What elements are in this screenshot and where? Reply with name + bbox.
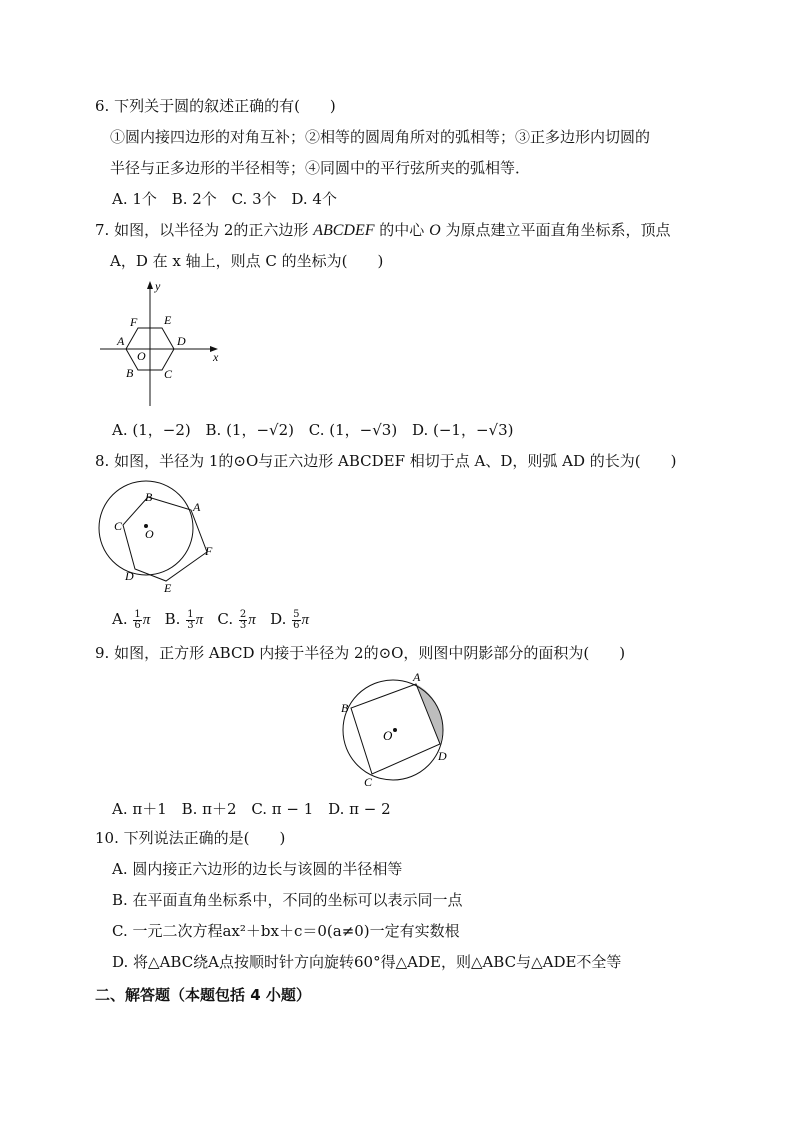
q7-option-d: D. (−1，−√3) xyxy=(411,421,514,439)
q9-center-dot xyxy=(393,728,397,732)
q10-option-d: D. 将△ABC绕A点按顺时针方向旋转60°得△ADE，则△ABC与△ADE不全等 xyxy=(112,953,622,971)
q8-option-a: A. $\frac{1}{6}$ π xyxy=(112,608,151,631)
q6-stem: 6. 下列关于圆的叙述正确的有( ) xyxy=(95,97,336,115)
q9-label-b: B xyxy=(341,701,349,715)
q7-stem-center: 的中心 xyxy=(379,221,425,239)
q9-stem: 9. 如图，正方形 ABCD 内接于半径为 2的⊙O，则图中阴影部分的面积为( ) xyxy=(95,644,626,662)
q9-label-d: D xyxy=(438,749,447,763)
q8-label-c: C xyxy=(114,519,123,533)
section-heading-answers: 二、解答题（本题包括 4 小题） xyxy=(95,986,311,1004)
q7-option-a: A. (1，−2) xyxy=(112,421,191,439)
q8-options xyxy=(112,609,309,631)
q8-option-b-fraction: $\frac{1}{3}$ xyxy=(187,608,194,631)
q9-label-c: C xyxy=(364,775,373,789)
q7-stem-text: 7. 如图，以半径为 2的正六边形 xyxy=(95,221,309,239)
q9-figure xyxy=(336,668,461,793)
q7-option-b: B. (1，−√2) xyxy=(205,421,294,439)
q6-body-line1: ①圆内接四边形的对角互补；②相等的圆周角所对的弧相等；③正多边形内切圆的 xyxy=(110,128,651,146)
q8-label-o: O xyxy=(145,527,154,541)
q6-option-d: D. 4个 xyxy=(291,190,337,208)
q8-label-f: F xyxy=(205,544,213,558)
q9-label-a: A xyxy=(413,670,421,684)
q8-option-b: B. $\frac{1}{3}$ π xyxy=(164,608,204,631)
q9-option-b: B. π＋2 xyxy=(181,800,237,818)
q6-option-b: B. 2个 xyxy=(171,190,217,208)
q7-stem-o: O xyxy=(429,222,441,239)
q8-label-d: D xyxy=(125,569,134,583)
q10-option-a: A. 圆内接正六边形的边长与该圆的半径相等 xyxy=(112,860,403,878)
q9-label-o: O xyxy=(383,728,393,743)
q8-option-c-fraction: $\frac{2}{3}$ xyxy=(239,608,247,631)
q6-options xyxy=(112,189,347,209)
q7-label-x: x xyxy=(213,350,219,364)
q10-option-c: C. 一元二次方程ax²＋bx＋c＝0(a≠0)一定有实数根 xyxy=(112,922,460,940)
q7-label-o: O xyxy=(137,349,146,363)
q8-option-a-fraction: $\frac{1}{6}$ xyxy=(134,608,141,631)
q8-label-a: A xyxy=(193,500,201,514)
q8-figure xyxy=(94,478,224,598)
q9-option-a: A. π＋1 xyxy=(112,800,167,818)
q7-option-c: C. (1，−√3) xyxy=(308,421,398,439)
q7-options xyxy=(112,420,523,440)
q6-option-a: A. 1个 xyxy=(112,190,157,208)
q7-label-b: B xyxy=(126,366,134,380)
q8-label-b: B xyxy=(145,490,153,504)
q6-body-line2: 半径与正多边形的半径相等；④同圆中的平行弦所夹的弧相等． xyxy=(110,159,531,177)
q7-stem-end: 为原点建立平面直角坐标系，顶点 xyxy=(445,221,671,239)
q7-figure xyxy=(96,278,226,410)
q7-label-f: F xyxy=(130,315,138,329)
q9-options xyxy=(112,799,401,819)
q10-option-b: B. 在平面直角坐标系中，不同的坐标可以表示同一点 xyxy=(112,891,463,909)
q8-option-d-fraction: $\frac{5}{6}$ xyxy=(293,608,300,631)
q7-label-a: A xyxy=(117,334,125,348)
q7-label-y: y xyxy=(155,279,161,293)
q7-stem-line2: A，D 在 x 轴上，则点 C 的坐标为( ) xyxy=(110,252,384,270)
q7-label-d: D xyxy=(177,334,186,348)
q8-option-d: D. $\frac{5}{6}$ π xyxy=(270,608,310,631)
q7-stem-hexagon: ABCDEF xyxy=(313,222,375,239)
q10-stem: 10. 下列说法正确的是( ) xyxy=(95,829,286,847)
q8-stem: 8. 如图，半径为 1的⊙O与正六边形 ABCDEF 相切于点 A、D，则弧 AD 的长为( ) xyxy=(95,452,677,470)
q9-option-d: D. π − 2 xyxy=(328,800,391,818)
q8-option-c: C. $\frac{2}{3}$ π xyxy=(217,608,256,631)
q7-label-e: E xyxy=(164,313,172,327)
q8-label-e: E xyxy=(164,581,172,595)
q9-option-c: C. π − 1 xyxy=(251,800,314,818)
q7-stem xyxy=(95,220,670,241)
q7-label-c: C xyxy=(164,367,173,381)
q7-y-arrow-icon xyxy=(147,281,153,289)
q6-option-c: C. 3个 xyxy=(231,190,277,208)
